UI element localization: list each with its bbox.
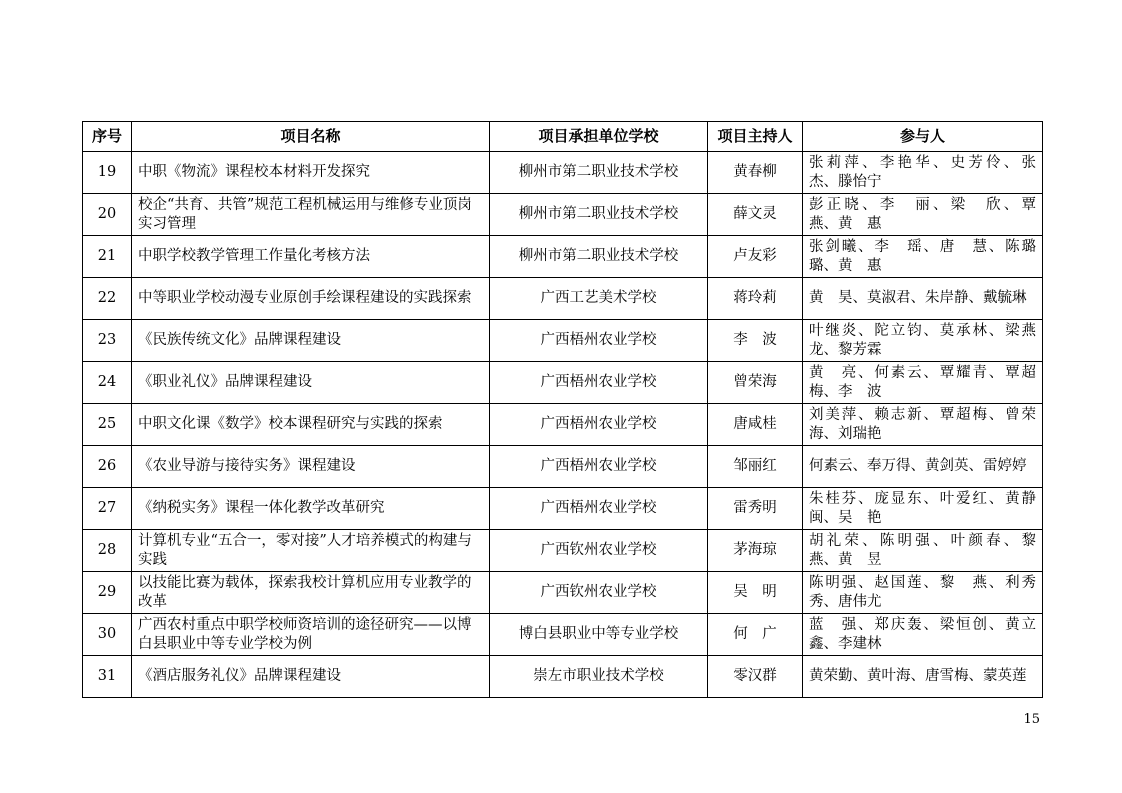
row-serial-number: 29 [83,572,132,614]
row-project-name: 中职学校教学管理工作量化考核方法 [132,236,490,278]
row-host: 薛文灵 [708,194,803,236]
row-school: 广西工艺美术学校 [490,278,708,320]
row-school: 柳州市第二职业技术学校 [490,194,708,236]
row-host: 茅海琼 [708,530,803,572]
row-project-name: 《职业礼仪》品牌课程建设 [132,362,490,404]
table-header-row [83,122,1043,152]
row-host: 蒋玲莉 [708,278,803,320]
row-school: 柳州市第二职业技术学校 [490,236,708,278]
page-number: 15 [1023,712,1040,727]
row-serial-number: 21 [83,236,132,278]
row-participants: 胡礼荣、陈明强、叶颜春、黎 燕、黄 昱 [803,530,1043,572]
row-participants: 张剑曦、李 瑶、唐 慧、陈璐璐、黄 惠 [803,236,1043,278]
row-serial-number: 25 [83,404,132,446]
row-project-name: 校企“共育、共管”规范工程机械运用与维修专业顶岗实习管理 [132,194,490,236]
header-serial-number: 序号 [83,122,132,152]
row-participants: 张莉萍、李艳华、史芳伶、张 杰、滕怡宁 [803,152,1043,194]
row-project-name: 中职文化课《数学》校本课程研究与实践的探索 [132,404,490,446]
table-row [83,656,1043,698]
row-participants: 叶继炎、陀立钧、莫承林、梁燕龙、黎芳霖 [803,320,1043,362]
row-serial-number: 30 [83,614,132,656]
row-school: 博白县职业中等专业学校 [490,614,708,656]
table-row [83,488,1043,530]
row-participants: 刘美萍、赖志新、覃超梅、曾荣海、刘瑞艳 [803,404,1043,446]
row-project-name: 中等职业学校动漫专业原创手绘课程建设的实践探索 [132,278,490,320]
row-serial-number: 19 [83,152,132,194]
row-serial-number: 24 [83,362,132,404]
row-school: 崇左市职业技术学校 [490,656,708,698]
row-host: 李 波 [708,320,803,362]
table-row [83,530,1043,572]
table-row [83,572,1043,614]
row-participants: 黄 昊、莫淑君、朱岸静、戴毓琳 [803,278,1043,320]
row-host: 零汉群 [708,656,803,698]
row-host: 吴 明 [708,572,803,614]
row-school: 广西梧州农业学校 [490,446,708,488]
row-school: 广西梧州农业学校 [490,362,708,404]
table-row [83,614,1043,656]
row-project-name: 以技能比赛为载体，探索我校计算机应用专业教学的改革 [132,572,490,614]
row-serial-number: 31 [83,656,132,698]
row-participants: 黄 亮、何素云、覃耀青、覃超梅、李 波 [803,362,1043,404]
row-serial-number: 27 [83,488,132,530]
row-school: 广西梧州农业学校 [490,404,708,446]
row-host: 邹丽红 [708,446,803,488]
table-row [83,446,1043,488]
header-host: 项目主持人 [708,122,803,152]
row-project-name: 《酒店服务礼仪》品牌课程建设 [132,656,490,698]
row-host: 黄春柳 [708,152,803,194]
row-participants: 彭正晓、李 丽、梁 欣、覃 燕、黄 惠 [803,194,1043,236]
row-host: 唐咸桂 [708,404,803,446]
row-project-name: 中职《物流》课程校本材料开发探究 [132,152,490,194]
project-table [82,121,1051,698]
row-participants: 何素云、奉万得、黄剑英、雷婷婷 [803,446,1043,488]
row-participants: 黄荣勤、黄叶海、唐雪梅、蒙英莲 [803,656,1043,698]
row-serial-number: 23 [83,320,132,362]
header-project-name: 项目名称 [132,122,490,152]
row-project-name: 《民族传统文化》品牌课程建设 [132,320,490,362]
row-serial-number: 22 [83,278,132,320]
table-row [83,404,1043,446]
table-row [83,194,1043,236]
table-row [83,320,1043,362]
header-school: 项目承担单位学校 [490,122,708,152]
row-serial-number: 26 [83,446,132,488]
row-serial-number: 20 [83,194,132,236]
row-school: 广西钦州农业学校 [490,572,708,614]
row-host: 何 广 [708,614,803,656]
row-school: 广西梧州农业学校 [490,488,708,530]
row-serial-number: 28 [83,530,132,572]
row-host: 曾荣海 [708,362,803,404]
row-school: 广西梧州农业学校 [490,320,708,362]
row-school: 柳州市第二职业技术学校 [490,152,708,194]
table-row [83,278,1043,320]
row-project-name: 《纳税实务》课程一体化教学改革研究 [132,488,490,530]
table-row [83,362,1043,404]
row-project-name: 《农业导游与接待实务》课程建设 [132,446,490,488]
table-row [83,152,1043,194]
row-host: 卢友彩 [708,236,803,278]
row-participants: 陈明强、赵国莲、黎 燕、利秀秀、唐伟尤 [803,572,1043,614]
row-project-name: 广西农村重点中职学校师资培训的途径研究——以博白县职业中等专业学校为例 [132,614,490,656]
header-participants: 参与人 [803,122,1043,152]
row-project-name: 计算机专业“五合一，零对接”人才培养模式的构建与实践 [132,530,490,572]
row-school: 广西钦州农业学校 [490,530,708,572]
row-participants: 朱桂芬、庞显东、叶爱红、黄静闽、吴 艳 [803,488,1043,530]
row-participants: 蓝 强、郑庆轰、梁恒创、黄立鑫、李建林 [803,614,1043,656]
table-row [83,236,1043,278]
row-host: 雷秀明 [708,488,803,530]
